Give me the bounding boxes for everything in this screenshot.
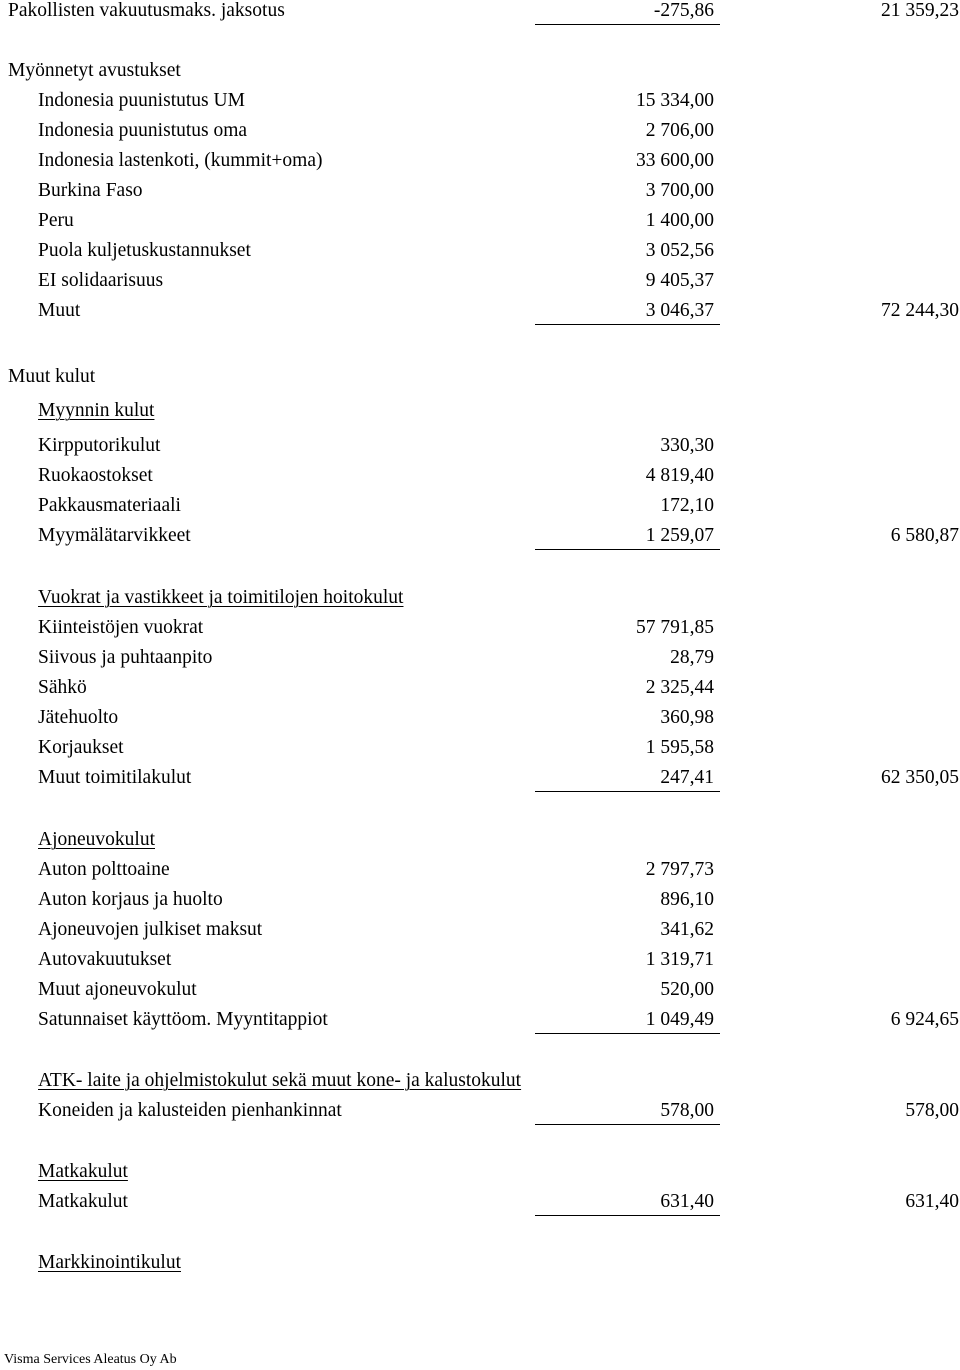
- row-amount: 360,98: [660, 707, 714, 728]
- ledger-row: [0, 88, 960, 114]
- row-amount: 341,62: [660, 919, 714, 940]
- section-heading-avustukset: [0, 58, 960, 84]
- row-label: Peru: [38, 210, 74, 231]
- subtotal-rule: [535, 791, 720, 792]
- row-amount: 1 319,71: [645, 949, 714, 970]
- ledger-row: [0, 433, 960, 459]
- row-amount: 15 334,00: [636, 90, 714, 111]
- ledger-row: [0, 298, 960, 324]
- ledger-row: [0, 523, 960, 549]
- row-amount: 1 595,58: [645, 737, 714, 758]
- row-amount: 520,00: [660, 979, 714, 1000]
- row-label: Indonesia lastenkoti, (kummit+oma): [38, 150, 323, 171]
- row-amount: 631,40: [660, 1191, 714, 1212]
- row-total: 6 580,87: [890, 525, 959, 546]
- ledger-row: [0, 615, 960, 641]
- row-amount: 1 259,07: [645, 525, 714, 546]
- ledger-row: [0, 857, 960, 883]
- subsection-heading-matka: [0, 1159, 960, 1185]
- subtotal-rule: [535, 549, 720, 550]
- row-label: Pakollisten vakuutusmaks. jaksotus: [8, 0, 285, 21]
- row-total: 631,40: [905, 1191, 959, 1212]
- ledger-row: [0, 977, 960, 1003]
- ledger-row: [0, 1189, 960, 1215]
- row-label: Sähkö: [38, 677, 87, 698]
- row-label: Ajoneuvojen julkiset maksut: [38, 919, 263, 940]
- ledger-row: [0, 463, 960, 489]
- ledger-row: [0, 765, 960, 791]
- ledger-row: [0, 118, 960, 144]
- row-amount: 3 700,00: [645, 180, 714, 201]
- row-total: 62 350,05: [881, 767, 959, 788]
- row-amount: 247,41: [660, 767, 714, 788]
- subsection-heading-myynnin: [0, 398, 960, 424]
- ledger-row: [0, 917, 960, 943]
- row-amount: 4 819,40: [645, 465, 714, 486]
- ledger-row: [0, 238, 960, 264]
- row-amount: -275,86: [653, 0, 714, 21]
- ledger-row: [0, 178, 960, 204]
- row-label: Koneiden ja kalusteiden pienhankinnat: [38, 1100, 342, 1121]
- subsection-heading-atk: [0, 1068, 960, 1094]
- row-label: Korjaukset: [38, 737, 124, 758]
- ledger-row: [0, 705, 960, 731]
- ledger-row: [0, 1007, 960, 1033]
- page-footer: Visma Services Aleatus Oy Ab: [4, 1352, 177, 1367]
- subtotal-rule: [535, 324, 720, 325]
- row-total: 21 359,23: [881, 0, 959, 21]
- row-label: Muut toimitilakulut: [38, 767, 192, 788]
- row-amount: 3 046,37: [645, 300, 714, 321]
- subtotal-rule: [535, 1215, 720, 1216]
- subsection-heading-markkinointi: [0, 1250, 960, 1276]
- section-title: Myönnetyt avustukset: [8, 60, 181, 81]
- subtotal-rule: [535, 1033, 720, 1034]
- row-label: Pakkausmateriaali: [38, 495, 181, 516]
- row-amount: 3 052,56: [645, 240, 714, 261]
- row-amount: 330,30: [660, 435, 714, 456]
- row-amount: 1 400,00: [645, 210, 714, 231]
- subtotal-rule: [535, 1124, 720, 1125]
- row-total: 578,00: [905, 1100, 959, 1121]
- ledger-row: [0, 1098, 960, 1124]
- subsection-title: ATK- laite ja ohjelmistokulut sekä muut kone- ja kalustokulut: [38, 1070, 522, 1091]
- row-label: Autovakuutukset: [38, 949, 172, 970]
- subtotal-rule: [535, 24, 720, 25]
- row-amount: 2 797,73: [645, 859, 714, 880]
- row-amount: 2 706,00: [645, 120, 714, 141]
- row-label: EI solidaarisuus: [38, 270, 164, 291]
- subsection-title: Ajoneuvokulut: [38, 829, 155, 850]
- subsection-heading-vuokrat: [0, 585, 960, 611]
- ledger-row: [0, 887, 960, 913]
- row-label: Matkakulut: [38, 1191, 128, 1212]
- row-amount: 57 791,85: [636, 617, 714, 638]
- row-amount: 9 405,37: [645, 270, 714, 291]
- row-total: 72 244,30: [881, 300, 959, 321]
- row-label: Myymälätarvikkeet: [38, 525, 191, 546]
- ledger-row: [0, 645, 960, 671]
- subsection-title: Markkinointikulut: [38, 1252, 181, 1273]
- subsection-title: Matkakulut: [38, 1161, 128, 1182]
- row-label: Puola kuljetuskustannukset: [38, 240, 251, 261]
- row-label: Ruokaostokset: [38, 465, 153, 486]
- row-label: Muut: [38, 300, 81, 321]
- subsection-title: Vuokrat ja vastikkeet ja toimitilojen hoitokulut: [38, 587, 404, 608]
- row-label: Auton polttoaine: [38, 859, 170, 880]
- row-amount: 896,10: [660, 889, 714, 910]
- row-amount: 172,10: [660, 495, 714, 516]
- row-amount: 28,79: [670, 647, 714, 668]
- ledger-row: [0, 493, 960, 519]
- row-label: Indonesia puunistutus oma: [38, 120, 248, 141]
- ledger-row-pakollisten: [0, 0, 960, 24]
- section-title: Muut kulut: [8, 366, 96, 387]
- row-label: Auton korjaus ja huolto: [38, 889, 223, 910]
- ledger-row: [0, 947, 960, 973]
- subsection-title: Myynnin kulut: [38, 400, 155, 421]
- row-total: 6 924,65: [890, 1009, 959, 1030]
- ledger-row: [0, 675, 960, 701]
- row-label: Satunnaiset käyttöom. Myyntitappiot: [38, 1009, 328, 1030]
- subsection-heading-ajoneuvo: [0, 827, 960, 853]
- row-label: Siivous ja puhtaanpito: [38, 647, 213, 668]
- row-label: Kirpputorikulut: [38, 435, 161, 456]
- ledger-row: [0, 148, 960, 174]
- ledger-row: [0, 268, 960, 294]
- row-label: Kiinteistöjen vuokrat: [38, 617, 204, 638]
- row-amount: 2 325,44: [645, 677, 714, 698]
- row-amount: 578,00: [660, 1100, 714, 1121]
- row-label: Burkina Faso: [38, 180, 143, 201]
- row-label: Indonesia puunistutus UM: [38, 90, 245, 111]
- row-label: Jätehuolto: [38, 707, 119, 728]
- row-amount: 33 600,00: [636, 150, 714, 171]
- ledger-row: [0, 208, 960, 234]
- section-heading-muut-kulut: [0, 364, 960, 390]
- row-amount: 1 049,49: [645, 1009, 714, 1030]
- row-label: Muut ajoneuvokulut: [38, 979, 197, 1000]
- ledger-row: [0, 735, 960, 761]
